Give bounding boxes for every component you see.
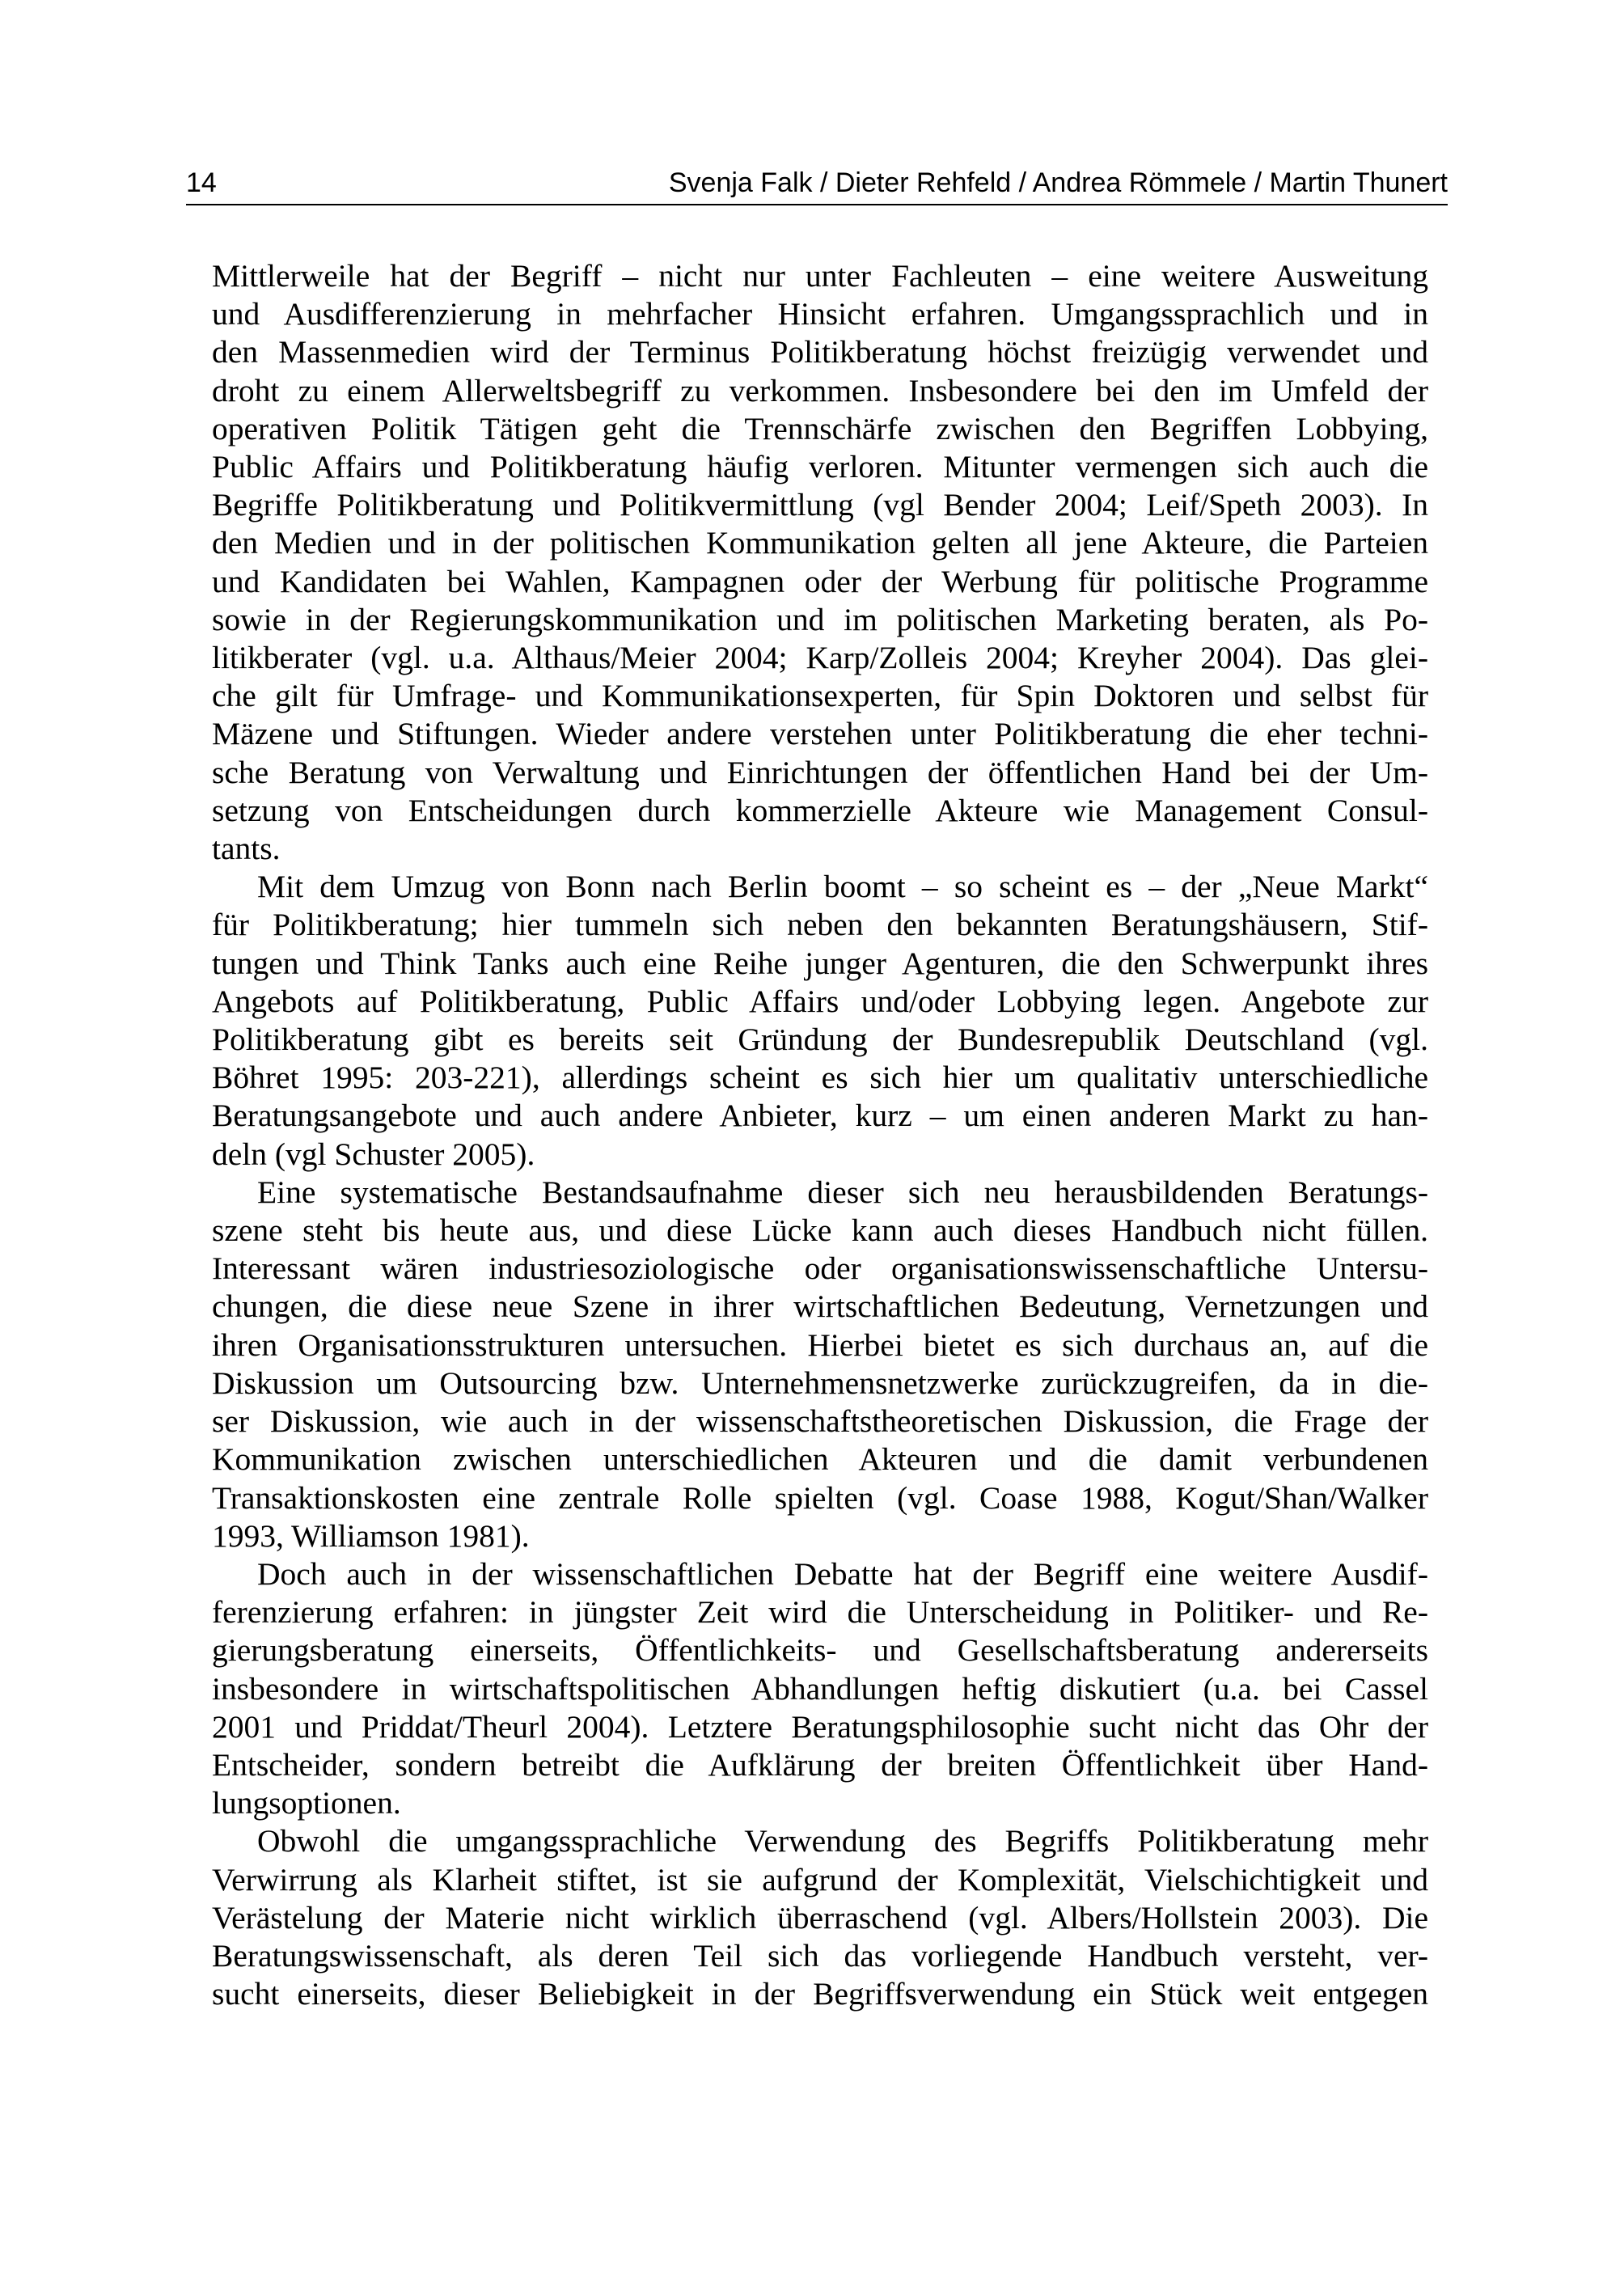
text-line: Public Affairs und Politikberatung häufig verloren. Mitunter vermengen sich auch die	[212, 449, 1428, 485]
text-line: tants.	[212, 831, 281, 867]
text-line: und Ausdifferenzierung in mehrfacher Hinsicht erfahren. Umgangssprachlich und in	[212, 296, 1428, 332]
text-line: Verwirrung als Klarheit stiftet, ist sie aufgrund der Komplexität, Vielschichtigkeit und	[212, 1861, 1428, 1897]
text-line: Interessant wären industriesoziologische oder organisationswissenschaftliche Untersu-	[212, 1250, 1428, 1287]
text-line: che gilt für Umfrage- und Kommunikationsexperten, für Spin Doktoren und selbst für	[212, 678, 1428, 714]
text-line: den Medien und in der politischen Kommunikation gelten all jene Akteure, die Parteien	[212, 525, 1428, 561]
paragraph	[212, 1822, 1428, 2013]
text-line: Transaktionskosten eine zentrale Rolle spielten (vgl. Coase 1988, Kogut/Shan/Walker	[212, 1479, 1428, 1516]
text-line: Kommunikation zwischen unterschiedlichen Akteuren und die damit verbundenen	[212, 1441, 1428, 1478]
text-line: Angebots auf Politikberatung, Public Affairs und/oder Lobbying legen. Angebote zur	[212, 983, 1428, 1019]
text-line: sowie in der Regierungskommunikation und im politischen Marketing beraten, als Po-	[212, 601, 1428, 637]
text-line: für Politikberatung; hier tummeln sich neben den bekannten Beratungshäusern, Stif-	[212, 907, 1428, 943]
running-header	[186, 162, 1448, 205]
text-line: chungen, die diese neue Szene in ihrer wirtschaftlichen Bedeutung, Vernetzungen und	[212, 1288, 1428, 1325]
text-line: Beratungsangebote und auch andere Anbieter, kurz – um einen anderen Markt zu han-	[212, 1098, 1428, 1134]
paragraph	[212, 257, 1428, 868]
text-line: Diskussion um Outsourcing bzw. Unternehmensnetzwerke zurückzugreifen, da in die-	[212, 1364, 1428, 1401]
text-line: Doch auch in der wissenschaftlichen Debatte hat der Begriff eine weitere Ausdif-	[257, 1555, 1428, 1592]
running-header-authors: Svenja Falk / Dieter Rehfeld / Andrea Römmele / Martin Thunert	[668, 167, 1448, 198]
text-line: setzung von Entscheidungen durch kommerzielle Akteure wie Management Consul-	[212, 792, 1428, 828]
text-line: Mäzene und Stiftungen. Wieder andere verstehen unter Politikberatung die eher techni-	[212, 716, 1428, 752]
text-line: 1993, Williamson 1981).	[212, 1517, 530, 1554]
text-line: Eine systematische Bestandsaufnahme dieser sich neu herausbildenden Beratungs-	[257, 1174, 1428, 1210]
text-line: Beratungswissenschaft, als deren Teil sich das vorliegende Handbuch versteht, ver-	[212, 1937, 1428, 1974]
text-line: ferenzierung erfahren: in jüngster Zeit wird die Unterscheidung in Politiker- und Re-	[212, 1594, 1428, 1631]
paragraph	[212, 868, 1428, 1174]
text-line: sche Beratung von Verwaltung und Einrichtungen der öffentlichen Hand bei der Um-	[212, 754, 1428, 790]
text-line: Mittlerweile hat der Begriff – nicht nur unter Fachleuten – eine weitere Ausweitung	[212, 258, 1428, 294]
paragraph	[212, 1174, 1428, 1555]
text-line: den Massenmedien wird der Terminus Politikberatung höchst freizügig verwendet und	[212, 334, 1428, 370]
text-line: Verästelung der Materie nicht wirklich überraschend (vgl. Albers/Hollstein 2003). Die	[212, 1899, 1428, 1936]
page-number: 14	[186, 167, 217, 198]
text-line: insbesondere in wirtschaftspolitischen Abhandlungen heftig diskutiert (u.a. bei Cassel	[212, 1670, 1428, 1707]
text-line: Böhret 1995: 203-221), allerdings scheint es sich hier um qualitativ unterschiedliche	[212, 1060, 1428, 1096]
text-line: sucht einerseits, dieser Beliebigkeit in der Begriffsverwendung ein Stück weit entgegen	[212, 1976, 1428, 2012]
text-line: Mit dem Umzug von Bonn nach Berlin boomt – so scheint es – der „Neue Markt“	[257, 869, 1428, 905]
text-line: lungsoptionen.	[212, 1785, 401, 1821]
text-line: szene steht bis heute aus, und diese Lücke kann auch dieses Handbuch nicht füllen.	[212, 1212, 1428, 1249]
text-line: und Kandidaten bei Wahlen, Kampagnen oder der Werbung für politische Programme	[212, 563, 1428, 599]
text-line: Entscheider, sondern betreibt die Aufklärung der breiten Öffentlichkeit über Hand-	[212, 1746, 1428, 1783]
text-line: Obwohl die umgangssprachliche Verwendung des Begriffs Politikberatung mehr	[257, 1823, 1428, 1859]
text-line: litikberater (vgl. u.a. Althaus/Meier 2004; Karp/Zolleis 2004; Kreyher 2004). Das glei-	[212, 640, 1428, 676]
text-line: 2001 und Priddat/Theurl 2004). Letztere Beratungsphilosophie sucht nicht das Ohr der	[212, 1708, 1428, 1745]
text-line: operativen Politik Tätigen geht die Trennschärfe zwischen den Begriffen Lobbying,	[212, 410, 1428, 446]
text-line: Begriffe Politikberatung und Politikvermittlung (vgl Bender 2004; Leif/Speth 2003). In	[212, 487, 1428, 523]
text-line: tungen und Think Tanks auch eine Reihe junger Agenturen, die den Schwerpunkt ihres	[212, 945, 1428, 981]
text-line: droht zu einem Allerweltsbegriff zu verkommen. Insbesondere bei den im Umfeld der	[212, 372, 1428, 408]
text-line: ser Diskussion, wie auch in der wissenschaftstheoretischen Diskussion, die Frage der	[212, 1403, 1428, 1440]
text-line: ihren Organisationsstrukturen untersuchen. Hierbei bietet es sich durchaus an, auf die	[212, 1326, 1428, 1363]
paragraph	[212, 1555, 1428, 1822]
text-line: gierungsberatung einerseits, Öffentlichkeits- und Gesellschaftsberatung andererseits	[212, 1632, 1428, 1669]
text-line: Politikberatung gibt es bereits seit Gründung der Bundesrepublik Deutschland (vgl.	[212, 1022, 1428, 1058]
text-line: deln (vgl Schuster 2005).	[212, 1136, 535, 1172]
body-text	[212, 257, 1428, 2013]
